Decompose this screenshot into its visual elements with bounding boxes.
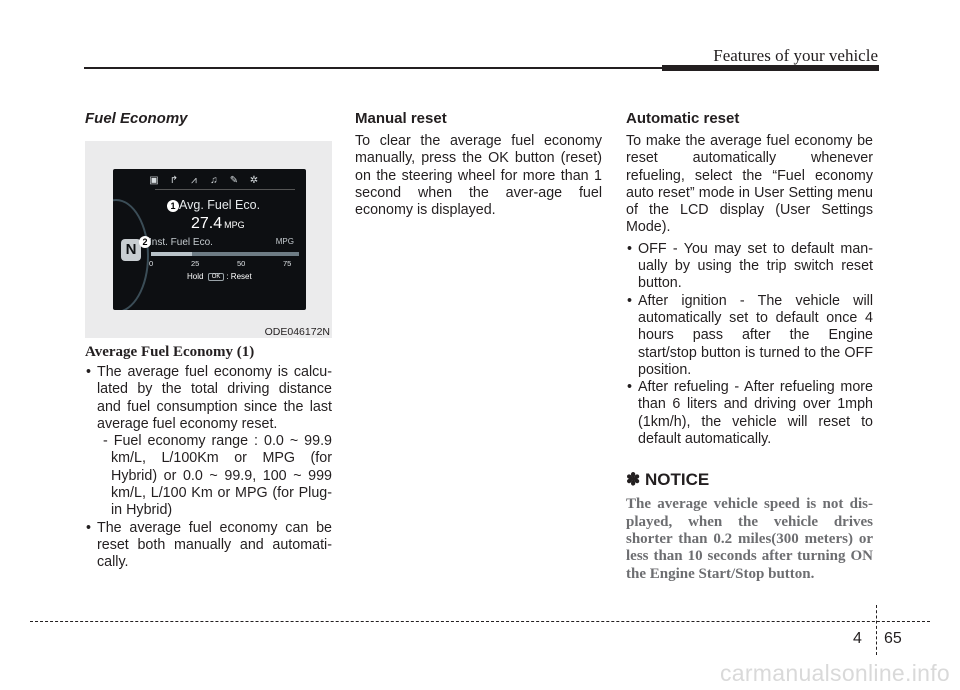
middle-column: [355, 110, 602, 219]
tick-label: 75: [283, 259, 292, 268]
header-rule-accent: [662, 65, 879, 71]
avg-fuel-subheading: Average Fuel Economy (1): [85, 344, 255, 360]
reset-list: [85, 520, 332, 572]
list-item: • OFF - You may set to default man-ually by using the trip switch reset button.: [626, 241, 873, 293]
notice-title: ✽ NOTICE: [626, 470, 710, 490]
fuel-range-note: - Fuel economy range : 0.0 ~ 99.9 km/L, L/100Km or MPG (for Hybrid) or 0.0 ~ 99.9, 100 ~ 999 km/L, L/100 Km or MPG (for Plug-in Hybrid): [103, 433, 332, 519]
notice-body: The average vehicle speed is not dis-played, when the vehicle drives shorter than 0.2 miles(300 meters) or less than 10 seconds after turning ON the Engine Start/Stop button.: [626, 496, 873, 582]
ok-key-icon: OK: [208, 273, 225, 281]
tick-label: 0: [149, 259, 154, 268]
road-icon: ⩘: [191, 175, 197, 186]
chapter-number: 4: [853, 630, 862, 647]
hold-label: Hold: [187, 272, 204, 281]
header-rule: [84, 67, 662, 69]
header-title: Features of your vehicle: [713, 46, 878, 65]
footer-divider: [876, 605, 877, 655]
menu-icons-row: [149, 175, 259, 186]
menu-underline: [155, 189, 295, 190]
left-column: [85, 110, 332, 572]
avg-fuel-label: Avg. Fuel Eco.: [179, 198, 261, 212]
avg-fuel-value: [191, 215, 245, 233]
page-number: 65: [884, 630, 902, 647]
manual-reset-heading: Manual reset: [355, 110, 447, 127]
music-icon: ♫: [210, 175, 218, 186]
tick-label: 25: [191, 259, 200, 268]
inst-fuel-gauge-fill: [151, 252, 192, 256]
gear-icon: ✲: [249, 175, 259, 186]
reset-label: : Reset: [226, 272, 252, 281]
automatic-reset-heading: Automatic reset: [626, 110, 740, 127]
avg-fuel-list: [85, 364, 332, 433]
marker-1: 1: [167, 200, 179, 212]
turn-arrow-icon: ↱: [169, 175, 179, 186]
list-item: • After ignition - The vehicle will automatically set to default once 4 hours pass after the Engine start/stop button is turned to the OFF position.: [626, 293, 873, 379]
automatic-reset-body: To make the average fuel economy be reset automatically whenever refueling, select the “Fuel economy auto reset” mode in User Setting menu of the LCD display (User Settings Mode).: [626, 133, 873, 236]
avg-fuel-unit: MPG: [224, 220, 245, 230]
inst-fuel-unit: MPG: [275, 237, 294, 246]
vehicle-icon: ▣: [149, 175, 159, 186]
right-column: [626, 110, 873, 583]
avg-fuel-number: 27.4: [191, 215, 223, 232]
section-title: Fuel Economy: [85, 110, 188, 127]
cluster-figure: [85, 141, 332, 338]
gear-indicator-badge: N: [121, 239, 141, 261]
inst-fuel-label: Inst. Fuel Eco.: [149, 237, 213, 248]
manual-reset-body: To clear the average fuel economy manually, press the OK button (reset) on the steering wheel for more than 1 second when the aver-age fuel economy is displayed.: [355, 133, 602, 219]
marker-2: 2: [139, 236, 151, 248]
tick-label: 50: [237, 259, 246, 268]
inst-fuel-gauge: [151, 252, 299, 256]
figure-caption: ODE046172N: [264, 326, 330, 338]
wrench-icon: ✎: [229, 175, 239, 186]
footer-rule: [30, 621, 930, 622]
list-item: • After refueling - After refueling more than 6 liters and driving over 1mph (1km/h), the vehicle will reset to default automatically.: [626, 379, 873, 448]
list-item: • The average fuel economy can be reset both manually and automati-cally.: [85, 520, 332, 572]
hold-reset-hint: [187, 272, 252, 281]
automatic-reset-options: [626, 241, 873, 449]
lcd-display: [113, 169, 306, 310]
site-watermark[interactable]: carmanualsonline.info: [719, 660, 950, 686]
list-item: • The average fuel economy is calcu-lated by the total driving distance and fuel consumption since the last average fuel economy reset.: [85, 364, 332, 433]
